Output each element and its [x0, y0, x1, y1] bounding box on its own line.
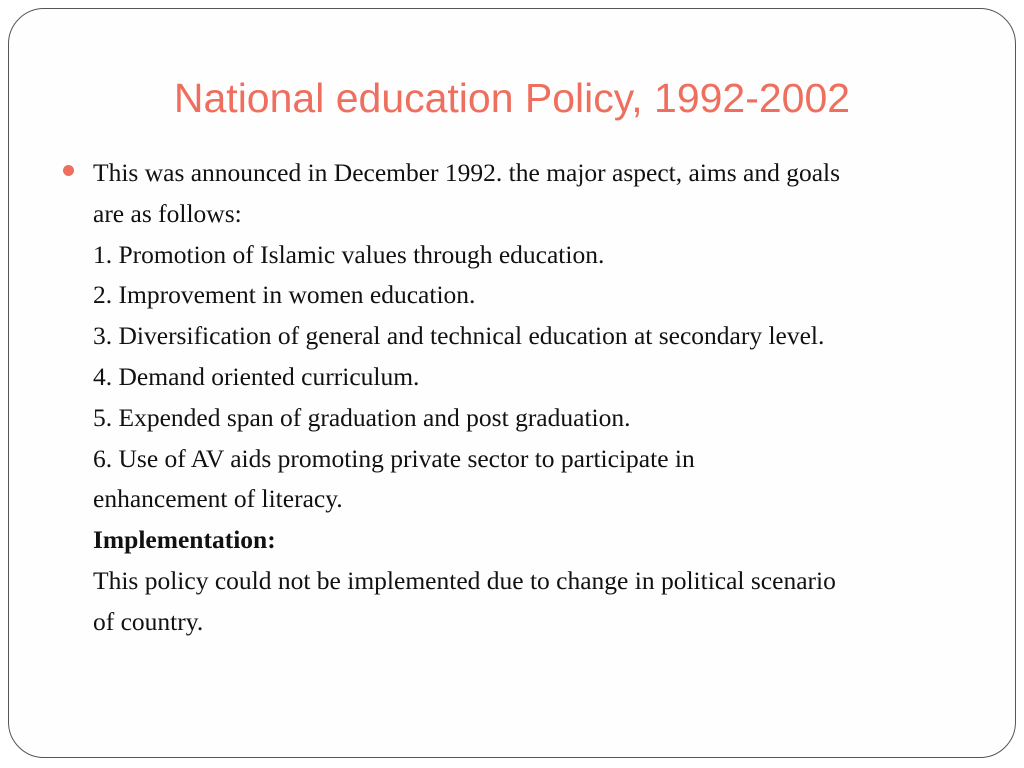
implementation-text: of country.	[93, 606, 204, 636]
implementation-heading: Implementation:	[93, 525, 276, 555]
intro-line: are as follows:	[93, 198, 242, 228]
list-item: 2. Improvement in women education.	[93, 280, 476, 310]
list-item: 5. Expended span of graduation and post graduation.	[93, 402, 631, 432]
list-item: enhancement of literacy.	[93, 484, 343, 514]
intro-line: This was announced in December 1992. the major aspect, aims and goals	[93, 158, 841, 187]
slide-title: National education Policy, 1992-2002	[173, 75, 851, 121]
list-item: 6. Use of AV aids promoting private sector to participate in	[93, 443, 695, 473]
list-item: 4. Demand oriented curriculum.	[93, 361, 420, 391]
bullet-dot-icon	[63, 165, 74, 176]
implementation-text: This policy could not be implemented due to change in political scenario	[93, 565, 836, 595]
list-item: 1. Promotion of Islamic values through education.	[93, 239, 605, 269]
list-item: 3. Diversification of general and technical education at secondary level.	[93, 321, 825, 351]
slide-body	[93, 153, 998, 643]
